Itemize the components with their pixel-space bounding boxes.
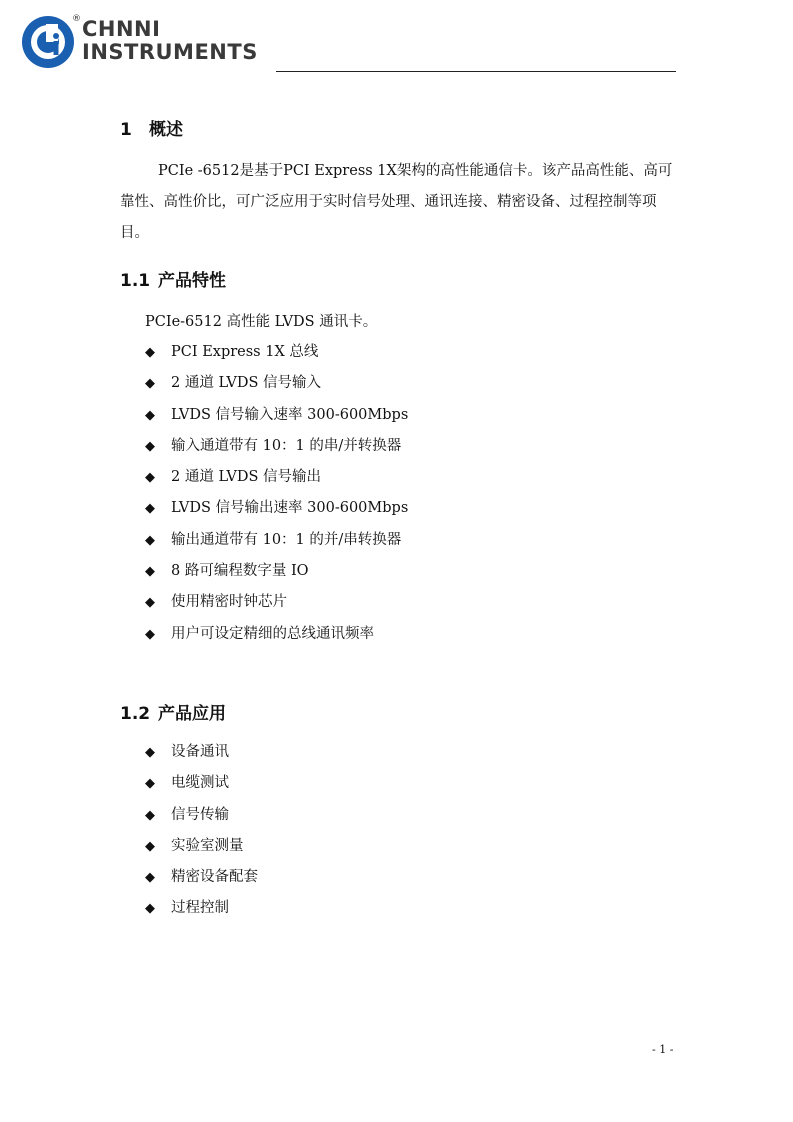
list-item: ◆ 2 通道 LVDS 信号输入 <box>145 368 408 399</box>
list-item: ◆ LVDS 信号输入速率 300-600Mbps <box>145 400 408 431</box>
list-item: ◆ LVDS 信号输出速率 300-600Mbps <box>145 493 408 524</box>
features-intro: PCIe-6512 高性能 LVDS 通讯卡。 <box>145 314 378 330</box>
section-number: 1.2 <box>120 704 151 724</box>
diamond-bullet-icon: ◆ <box>145 838 155 854</box>
list-item: ◆ 电缆测试 <box>145 768 258 799</box>
list-item: ◆ 设备通讯 <box>145 737 258 768</box>
logo-line2: INSTRUMENTS <box>82 40 258 64</box>
list-item: ◆ 用户可设定精细的总线通讯频率 <box>145 619 408 650</box>
section-number: 1 <box>120 120 132 140</box>
diamond-bullet-icon: ◆ <box>145 595 155 611</box>
list-item: ◆ 过程控制 <box>145 893 258 924</box>
list-item: ◆ 信号传输 <box>145 800 258 831</box>
diamond-bullet-icon: ◆ <box>145 345 155 360</box>
section-heading-1 <box>120 115 183 140</box>
features-list <box>145 337 408 650</box>
logo-wordmark <box>82 18 258 64</box>
list-item: ◆ 2 通道 LVDS 信号输出 <box>145 462 408 493</box>
list-item: ◆ 实验室测量 <box>145 831 258 862</box>
applications-list <box>145 737 258 925</box>
list-item: ◆ 8 路可编程数字量 IO <box>145 556 408 587</box>
section-title: 产品应用 <box>158 704 226 724</box>
diamond-bullet-icon: ◆ <box>145 776 155 792</box>
section-heading-1-1 <box>120 266 226 291</box>
company-logo <box>20 14 280 74</box>
diamond-bullet-icon: ◆ <box>145 564 155 580</box>
diamond-bullet-icon: ◆ <box>145 532 155 548</box>
ci-logo-icon <box>20 14 76 70</box>
diamond-bullet-icon: ◆ <box>145 376 155 392</box>
section-number: 1.1 <box>120 271 151 291</box>
diamond-bullet-icon: ◆ <box>145 438 155 454</box>
list-item: ◆ 使用精密时钟芯片 <box>145 587 408 618</box>
diamond-bullet-icon: ◆ <box>145 501 155 517</box>
diamond-bullet-icon: ◆ <box>145 470 155 486</box>
diamond-bullet-icon: ◆ <box>145 901 155 917</box>
section-heading-1-2 <box>120 699 226 724</box>
list-item: ◆ PCI Express 1X 总线 <box>145 337 408 368</box>
section-title: 产品特性 <box>158 271 226 291</box>
overview-paragraph: PCIe -6512是基于PCI Express 1X架构的高性能通信卡。该产品高性能、高可靠性、高性价比，可广泛应用于实时信号处理、通讯连接、精密设备、过程控制等项目。 <box>120 163 673 241</box>
diamond-bullet-icon: ◆ <box>145 745 155 760</box>
registered-mark: ® <box>72 14 81 24</box>
diamond-bullet-icon: ◆ <box>145 626 155 642</box>
list-item: ◆ 输出通道带有 10：1 的并/串转换器 <box>145 525 408 556</box>
list-item: ◆ 精密设备配套 <box>145 862 258 893</box>
logo-line1: CHNNI <box>82 17 161 41</box>
diamond-bullet-icon: ◆ <box>145 870 155 886</box>
section-title: 概述 <box>149 120 183 140</box>
header-rule <box>276 71 676 72</box>
list-item: ◆ 输入通道带有 10：1 的串/并转换器 <box>145 431 408 462</box>
page-number: - 1 - <box>652 1043 674 1056</box>
diamond-bullet-icon: ◆ <box>145 407 155 423</box>
diamond-bullet-icon: ◆ <box>145 807 155 823</box>
